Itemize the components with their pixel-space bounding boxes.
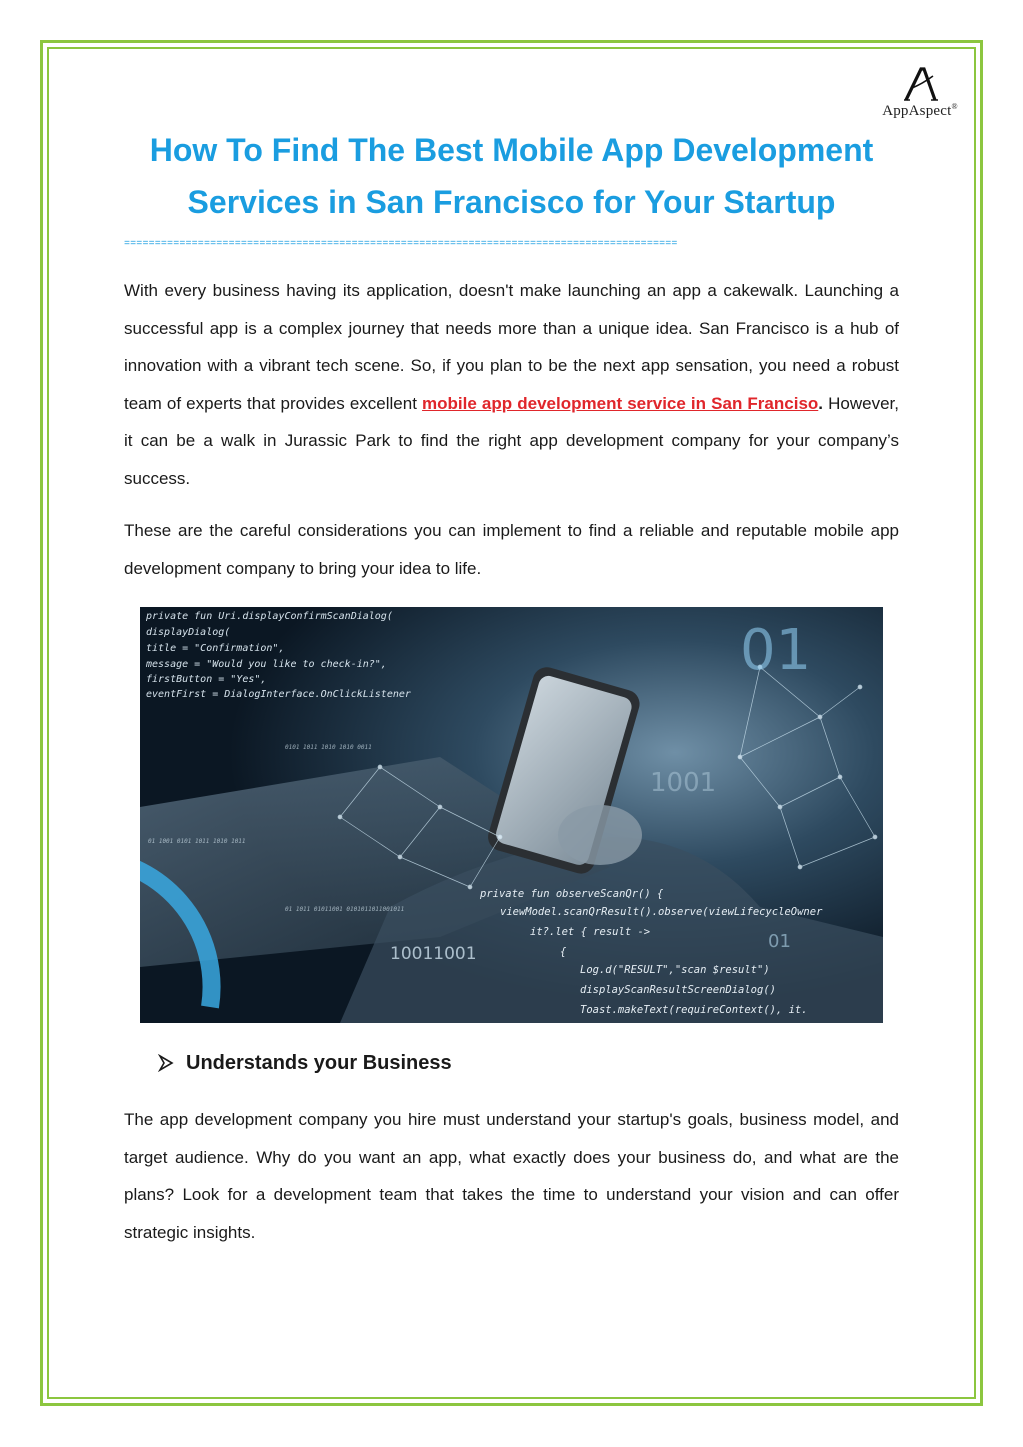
section-heading (158, 1046, 452, 1080)
binary-bottom-left: 10011001 (390, 944, 477, 964)
title-line-2: Services in San Francisco for Your Startup (187, 184, 836, 220)
code-line-r6: displayScanResultScreenDialog() (580, 984, 776, 996)
intro-paragraph (124, 272, 899, 498)
code-line-5: firstButton = "Yes", (146, 674, 267, 685)
logo-wordmark (870, 102, 970, 120)
considerations-paragraph: These are the careful considerations you can implement to find a reliable and reputable mobile app development company to bring your idea to life. (124, 521, 899, 578)
mobile-app-development-link[interactable]: mobile app development service in San Franciso (422, 393, 819, 413)
binary-mid: 1001 (650, 768, 717, 798)
appaspect-a-logo-icon (900, 66, 940, 102)
binary-bottom-right: 01 (768, 931, 791, 952)
link-period: . (818, 393, 824, 413)
section-body: The app development company you hire must understand your startup's goals, business model, and target audience. Why do you want an app, what exactly does your business do, and what are the plans? Look for a development team that takes the time to understand your vision and can offer strategic insights. (124, 1110, 899, 1242)
code-line-r5: Log.d("RESULT","scan $result") (580, 964, 770, 976)
intro-text-before-link: With every business having its application, doesn't make launching an app a cakewalk. Launching a successful app is a complex journey that needs more than a unique idea. San Francisco is a hub of innovation with a vibrant tech scene. So, if you plan to be the next app sensation, you need a robust team of experts that provides excellent (124, 281, 899, 413)
tiny-hex-1: 0101 1011 1010 1010 0011 (285, 744, 372, 751)
section-heading-text: Understands your Business (186, 1052, 452, 1074)
appaspect-logo (870, 66, 970, 120)
code-line-2: displayDialog( (146, 627, 231, 638)
title-line-1: How To Find The Best Mobile App Development (149, 132, 874, 168)
page-title (100, 124, 923, 228)
title-divider: ========================================================================================== (124, 239, 678, 250)
code-line-r2: viewModel.scanQrResult().observe(viewLifecycleOwner (500, 906, 823, 918)
code-line-4: message = "Would you like to check-in?", (146, 659, 387, 670)
code-line-1: private fun Uri.displayConfirmScanDialog( (146, 611, 393, 622)
hero-image-phone-code (140, 607, 883, 1023)
code-line-6: eventFirst = DialogInterface.OnClickListener (146, 689, 411, 700)
binary-big-top: 01 (740, 618, 812, 683)
code-line-r3: it?.let { result -> (530, 926, 651, 938)
hero-illustration (140, 607, 883, 1023)
arrowhead-bullet-icon (158, 1054, 174, 1072)
code-line-r1: private fun observeScanQr() { (480, 888, 664, 900)
logo-brand-text: AppAspect (882, 103, 952, 119)
code-line-r7: Toast.makeText(requireContext(), it. (580, 1004, 808, 1016)
logo-registered-mark: ® (951, 102, 958, 111)
intro-text-after-link: However, it can be a walk in Jurassic Park to find the right app development company for your company’s success. (124, 393, 899, 488)
code-line-r4: { (560, 946, 567, 958)
tiny-hex-2: 01 1011 01011001 0101011011001011 (285, 906, 405, 913)
code-line-3: title = "Confirmation", (146, 643, 285, 654)
tiny-hex-3: 01 1001 0101 1011 1010 1011 (148, 838, 246, 845)
hand-holding-phone (558, 805, 642, 865)
